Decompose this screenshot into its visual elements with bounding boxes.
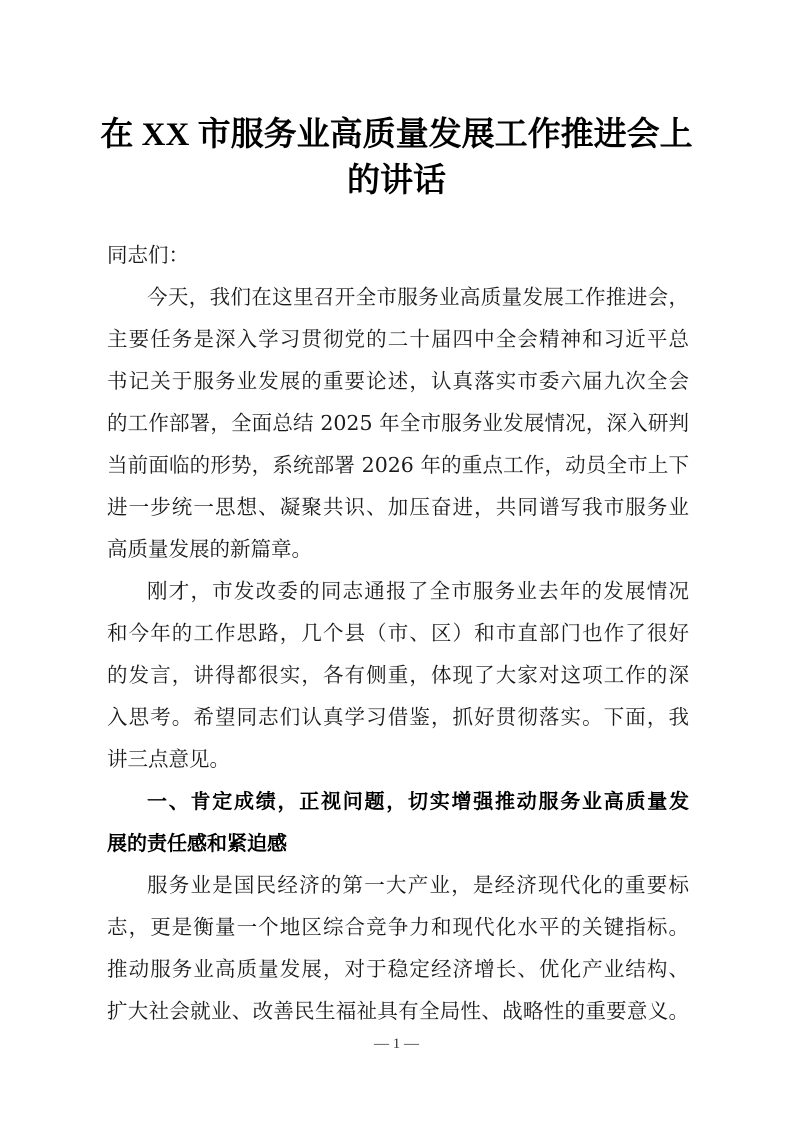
paragraph-2-line: 刚才，市发改委的同志通报了全市服务业去年的发展情况 (147, 579, 689, 603)
paragraph-1-line: 当前面临的形势，系统部署 2026 年的重点工作，动员全市上下 (107, 453, 689, 477)
paragraph-1-line: 进一步统一思想、凝聚共识、加压奋进，共同谱写我市服务业 (107, 495, 689, 519)
paragraph-2-line: 讲三点意见。 (107, 747, 230, 771)
section-heading-line: 展的责任感和紧迫感 (107, 831, 287, 855)
paragraph-3-line: 扩大社会就业、改善民生福祉具有全局性、战略性的重要意义。 (107, 999, 689, 1023)
document-title-line-2: 的讲话 (347, 163, 446, 199)
paragraph-3-line: 志，更是衡量一个地区综合竞争力和现代化水平的关键指标。 (107, 915, 689, 939)
paragraph-1-line: 高质量发展的新篇章。 (107, 537, 312, 561)
paragraph-1-line: 今天，我们在这里召开全市服务业高质量发展工作推进会， (147, 285, 689, 309)
paragraph-2-line: 和今年的工作思路，几个县（市、区）和市直部门也作了很好 (107, 621, 689, 645)
page-number: — 1 — (374, 1036, 419, 1052)
document-title-line-1: 在 XX 市服务业高质量发展工作推进会上 (100, 117, 693, 153)
paragraph-2-line: 入思考。希望同志们认真学习借鉴，抓好贯彻落实。下面，我 (107, 705, 689, 729)
paragraph-1-line: 书记关于服务业发展的重要论述，认真落实市委六届九次全会 (107, 369, 689, 393)
section-heading-line: 一、肯定成绩，正视问题，切实增强推动服务业高质量发 (147, 789, 689, 813)
paragraph-1-line: 主要任务是深入学习贯彻党的二十届四中全会精神和习近平总 (107, 327, 689, 351)
paragraph-1-line: 的工作部署，全面总结 2025 年全市服务业发展情况，深入研判 (107, 411, 689, 435)
paragraph-3-line: 服务业是国民经济的第一大产业，是经济现代化的重要标 (147, 873, 689, 897)
salutation: 同志们： (107, 243, 189, 267)
paragraph-2-line: 的发言，讲得都很实，各有侧重，体现了大家对这项工作的深 (107, 663, 689, 687)
paragraph-3-line: 推动服务业高质量发展，对于稳定经济增长、优化产业结构、 (107, 957, 689, 981)
